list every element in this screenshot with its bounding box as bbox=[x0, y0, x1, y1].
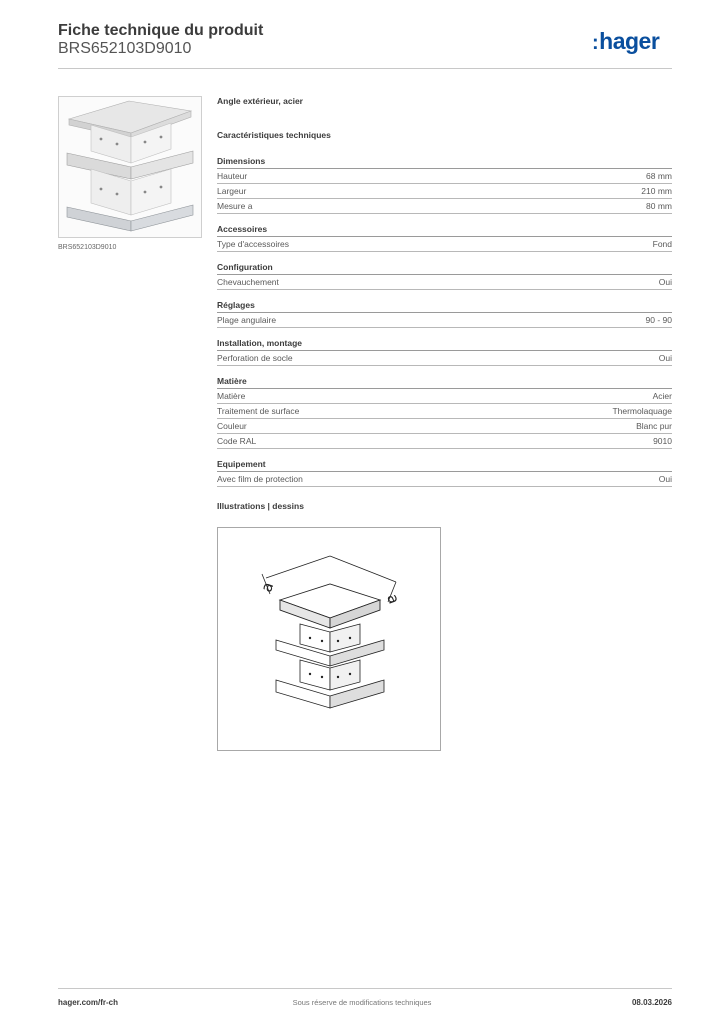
tech-characteristics-heading: Caractéristiques techniques bbox=[217, 130, 331, 140]
spec-row bbox=[217, 419, 672, 434]
technical-specs bbox=[217, 96, 672, 511]
spec-label: Code RAL bbox=[217, 436, 257, 446]
dimension-drawing-image bbox=[218, 528, 440, 750]
spec-value: Acier bbox=[652, 391, 672, 401]
spec-row bbox=[217, 351, 672, 366]
spec-row bbox=[217, 404, 672, 419]
header-divider bbox=[58, 68, 672, 69]
spec-value: Thermolaquage bbox=[612, 406, 672, 416]
logo-colon-icon: : bbox=[592, 32, 599, 54]
dimension-label-right: a bbox=[383, 591, 404, 607]
product-reference: BRS652103D9010 bbox=[58, 40, 192, 57]
spec-row bbox=[217, 184, 672, 199]
spec-label: Hauteur bbox=[217, 171, 248, 181]
spec-section-title: Accessoires bbox=[217, 224, 672, 237]
spec-section-title: Equipement bbox=[217, 459, 672, 472]
spec-value: Oui bbox=[658, 353, 672, 363]
spec-section-title: Réglages bbox=[217, 300, 672, 313]
footer-website: hager.com/fr-ch bbox=[58, 998, 119, 1007]
product-photo-image bbox=[59, 97, 201, 237]
spec-label: Type d'accessoires bbox=[217, 239, 290, 249]
spec-label: Matière bbox=[217, 391, 246, 401]
spec-value: Oui bbox=[658, 474, 672, 484]
spec-section-title: Configuration bbox=[217, 262, 672, 275]
spec-section bbox=[217, 300, 672, 328]
spec-value: 9010 bbox=[653, 436, 672, 446]
spec-section bbox=[217, 338, 672, 366]
spec-label: Traitement de surface bbox=[217, 406, 300, 416]
spec-label: Couleur bbox=[217, 421, 247, 431]
footer-disclaimer: Sous réserve de modifications techniques bbox=[292, 998, 432, 1007]
spec-section bbox=[217, 459, 672, 487]
illustrations-heading: Illustrations | dessins bbox=[217, 501, 304, 511]
spec-row bbox=[217, 237, 672, 252]
spec-section bbox=[217, 376, 672, 449]
spec-row bbox=[217, 389, 672, 404]
spec-value: 80 mm bbox=[646, 201, 672, 211]
footer-divider bbox=[58, 988, 672, 989]
spec-section-title: Installation, montage bbox=[217, 338, 672, 351]
spec-label: Perforation de socle bbox=[217, 353, 293, 363]
spec-label: Avec film de protection bbox=[217, 474, 303, 484]
spec-sections bbox=[217, 156, 672, 487]
spec-section-title: Matière bbox=[217, 376, 672, 389]
dimension-drawing bbox=[217, 527, 441, 751]
spec-row bbox=[217, 472, 672, 487]
spec-row bbox=[217, 275, 672, 290]
dimension-label-left: a bbox=[257, 579, 278, 595]
spec-section bbox=[217, 262, 672, 290]
hager-logo bbox=[592, 28, 659, 55]
footer-date: 08.03.2026 bbox=[631, 998, 672, 1007]
spec-section-title: Dimensions bbox=[217, 156, 672, 169]
spec-row bbox=[217, 434, 672, 449]
product-photo bbox=[58, 96, 202, 238]
spec-value: Blanc pur bbox=[636, 421, 672, 431]
spec-value: 210 mm bbox=[641, 186, 672, 196]
spec-value: Oui bbox=[658, 277, 672, 287]
product-photo-caption: BRS652103D9010 bbox=[58, 244, 117, 251]
spec-label: Plage angulaire bbox=[217, 315, 277, 325]
product-name: Angle extérieur, acier bbox=[217, 96, 303, 106]
spec-row bbox=[217, 169, 672, 184]
spec-label: Mesure a bbox=[217, 201, 253, 211]
spec-value: 90 - 90 bbox=[645, 315, 672, 325]
spec-value: Fond bbox=[652, 239, 672, 249]
spec-label: Chevauchement bbox=[217, 277, 279, 287]
spec-section bbox=[217, 156, 672, 214]
spec-section bbox=[217, 224, 672, 252]
spec-row bbox=[217, 199, 672, 214]
spec-row bbox=[217, 313, 672, 328]
logo-text: hager bbox=[599, 28, 660, 54]
spec-label: Largeur bbox=[217, 186, 247, 196]
spec-value: 68 mm bbox=[646, 171, 672, 181]
page-title: Fiche technique du produit bbox=[58, 22, 264, 39]
